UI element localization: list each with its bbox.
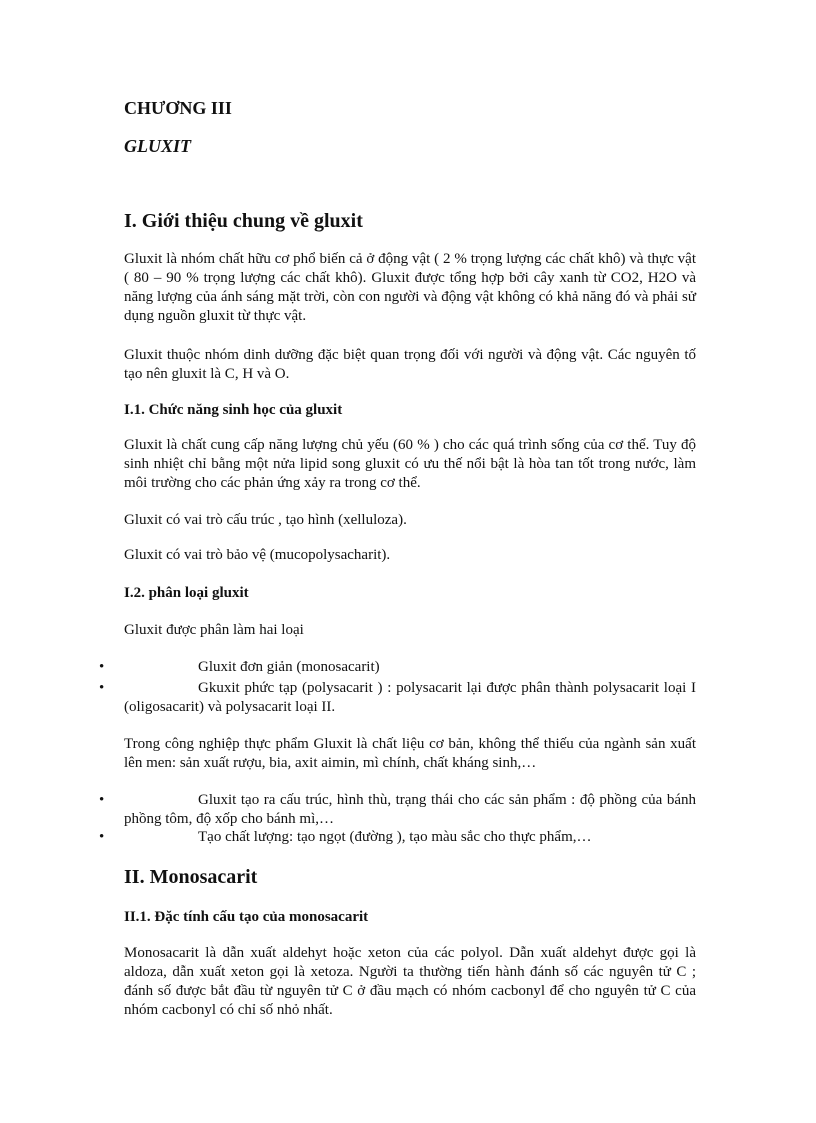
bullet-icon: •	[99, 792, 105, 808]
list-item	[99, 679, 696, 717]
bullet-icon: •	[99, 829, 105, 845]
subsection-1-2-paragraph: Trong công nghiệp thực phẩm Gluxit là chất liệu cơ bản, không thể thiếu của ngành sản xuất lên men: sản xuất rượu, bia, axit aimin, mì chính, chất kháng sinh,…	[124, 736, 696, 771]
section-1-paragraph-2: Gluxit thuộc nhóm dinh dưỡng đặc biệt quan trọng đối với người và động vật. Các nguyên tố tạo nên gluxit là C, H và O.	[124, 347, 696, 382]
bullet-icon: •	[99, 659, 105, 675]
subsection-1-2-heading: I.2. phân loại gluxit	[124, 585, 249, 601]
list-item	[99, 791, 696, 829]
list-item-text: Gluxit đơn giản (monosacarit)	[198, 659, 380, 675]
bullet-icon: •	[99, 680, 105, 696]
subsection-1-1-paragraph-3: Gluxit có vai trò bảo vệ (mucopolysacharit).	[124, 547, 391, 563]
chapter-subtitle: GLUXIT	[124, 136, 191, 156]
section-1-heading: I. Giới thiệu chung về gluxit	[124, 210, 363, 232]
subsection-1-1-paragraph-1: Gluxit là chất cung cấp năng lượng chủ yếu (60 % ) cho các quá trình sống của cơ thể. Tuy độ sinh nhiệt chỉ bằng một nửa lipid song gluxit có ưu thế nổi bật là hòa tan tốt trong nước, làm môi trường cho các phản ứng xảy ra trong cơ thể.	[124, 437, 696, 491]
subsection-2-1-paragraph: Monosacarit là dẫn xuất aldehyt hoặc xeton của các polyol. Dẫn xuất aldehyt được gọi là aldoza, dẫn xuất xeton gọi là xetoza. Người ta thường tiến hành đánh số các nguyên tử C ; đánh số được bắt đầu từ nguyên tử C ở đầu mạch có nhóm cacbonyl để cho nguyên tử C của nhóm cacbonyl có chỉ số nhỏ nhất.	[124, 945, 696, 1018]
list-item	[99, 828, 696, 847]
list-item	[99, 658, 696, 677]
list-item-text: Gkuxit phức tạp (polysacarit ) : polysacarit lại được phân thành polysacarit loại I (oligosacarit) và polysacarit loại II.	[124, 680, 696, 715]
subsection-1-2-intro: Gluxit được phân làm hai loại	[124, 622, 304, 638]
list-item-text: Gluxit tạo ra cấu trúc, hình thù, trạng thái cho các sản phẩm : độ phồng của bánh phồng tôm, độ xốp cho bánh mì,…	[124, 792, 696, 827]
subsection-1-1-heading: I.1. Chức năng sinh học của gluxit	[124, 402, 343, 418]
section-2-heading: II. Monosacarit	[124, 866, 258, 888]
subsection-1-1-paragraph-2: Gluxit có vai trò cấu trúc , tạo hình (xelluloza).	[124, 512, 407, 528]
chapter-heading: CHƯƠNG III	[124, 98, 232, 118]
subsection-2-1-heading: II.1. Đặc tính cấu tạo của monosacarit	[124, 909, 369, 925]
section-1-paragraph-1: Gluxit là nhóm chất hữu cơ phổ biến cả ở động vật ( 2 % trọng lượng các chất khô) và thực vật ( 80 – 90 % trọng lượng các chất khô). Gluxit được tổng hợp bởi cây xanh từ CO2, H2O và năng lượng của ánh sáng mặt trời, còn con người và động vật không có khả năng đó và phải sử dụng nguồn gluxit từ thực vật.	[124, 251, 696, 324]
list-item-text: Tạo chất lượng: tạo ngọt (đường ), tạo màu sắc cho thực phẩm,…	[198, 829, 592, 845]
